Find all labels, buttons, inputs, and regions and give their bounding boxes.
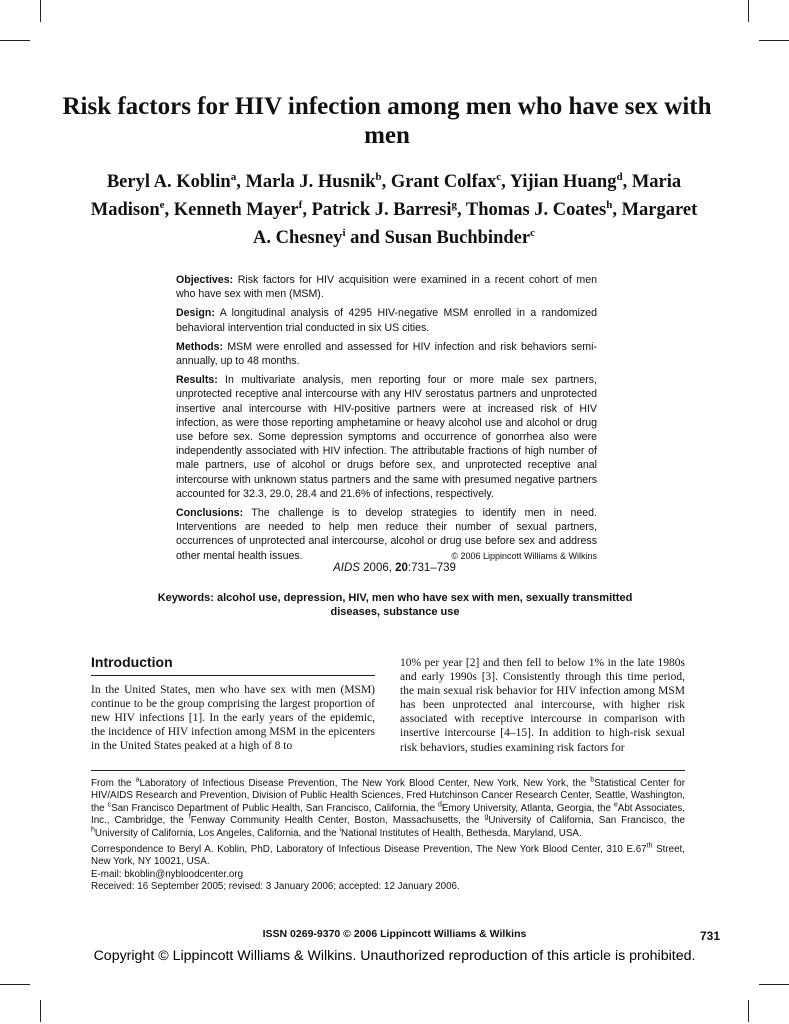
author: Kenneth Mayer$^f$, — [173, 198, 312, 220]
section-heading-introduction: Introduction — [91, 654, 173, 670]
author: Maria Madison$^e$, — [90, 172, 682, 220]
affiliations: From the $^a$Laboratory of Infectious Disease Prevention, The New York Blood Center, New York, New York, the $^b$Statistical Center for HIV/AIDS Research and Prevention, Division of Public Health Sciences, Fred Hutchinson Cancer Research Center, Seattle, Washington, the $^c$San Francisco Department of Public Health, San Francisco, California, the $^d$Emory University, Atlanta, Georgia, the $^e$Abt Associates, Inc., Cambridge, the $^f$Fenway Community Health Center, Boston, Massachusetts, the $^g$University of California, San Francisco, the $^h$University of California, Los Angeles, California, and the $^i$National Institutes of Health, Bethesda, Maryland, USA. — [91, 776, 685, 839]
body-text-left-column: In the United States, men who have sex with men (MSM) continue to be the group comprising the largest proportion of new HIV infections [1]. In the early years of the epidemic, the incidence of HIV infection among MSM in the epicenters in the United States peaked at a high of 8 to — [91, 684, 375, 753]
crop-mark — [40, 0, 41, 22]
crop-mark — [759, 40, 789, 41]
crop-mark — [40, 1000, 41, 1022]
crop-mark — [748, 0, 749, 22]
correspondence: Correspondence to Beryl A. Koblin, PhD, Laboratory of Infectious Disease Prevention, The New York Blood Center, 310 E.67th Street, New York, NY 10021, USA. E-mail: bkoblin@nybloodcenter.org Received: 16 September 2005; revised: 3 January 2006; accepted: 12 January 2006. — [91, 842, 685, 893]
abstract-methods: Methods: MSM were enrolled and assessed for HIV infection and risk behaviors semi-annually, up to 48 months. — [176, 340, 597, 368]
abstract-conclusions: Conclusions: The challenge is to develop strategies to identify men in need. Interventions are needed to help men reduce their number of sexual partners, occurrences of unprotected anal intercourse, alcohol or drug use before sex and address other mental health issues. © 2006 Lippincott Williams & Wilkins — [176, 507, 597, 562]
keywords: Keywords: alcohol use, depression, HIV, men who have sex with men, sexually transmitted diseases, substance use — [157, 592, 633, 618]
email-link[interactable]: E-mail: bkoblin@nybloodcenter.org — [91, 868, 244, 880]
body-text-right-column: 10% per year [2] and then fell to below 1% in the late 1980s and early 1990s [3]. Consistently through this time period, the main sexual risk behavior for HIV infection among MSM has been unprotected anal intercourse, with higher risk associated with receptive intercourse in comparison with insertive intercourse [4–15]. In addition to high-risk sexual risk behaviors, studies examining risk factors for — [400, 657, 685, 754]
abstract-results: Results: In multivariate analysis, men reporting four or more male sex partners, unprotected receptive anal intercourse with any HIV serostatus partners and unprotected insertive anal intercourse with HIV-positive partners were at increased risk of HIV infection, as were those reporting amphetamine or heavy alcohol use and alcohol or drug use before sex. Some depression symptoms and occurrence of gonorrhea also were independently associated with HIV infection. The attributable fractions of high number of male partners, use of alcohol or drugs before sex, and unprotected receptive anal intercourse with unknown status partners and the same with presumed negative partners accounted for 32.3, 29.0, 28.4 and 21.6% of infections, respectively. — [176, 374, 597, 500]
footnotes — [91, 778, 685, 898]
author: Thomas J. Coates$^h$, — [465, 198, 622, 220]
section-rule — [91, 675, 375, 676]
author: Marla J. Husnik$^b$, — [245, 170, 391, 192]
abstract — [176, 273, 597, 568]
abstract-copyright: © 2006 Lippincott Williams & Wilkins — [451, 550, 597, 561]
received-dates: Received: 16 September 2005; revised: 3 January 2006; accepted: 12 January 2006. — [91, 881, 460, 893]
author: Yijian Huang$^d$, — [509, 170, 632, 192]
crop-mark — [748, 1000, 749, 1022]
crop-mark — [0, 40, 30, 41]
crop-mark — [759, 984, 789, 985]
journal-citation: AIDS 2006, 20:731–739 — [333, 562, 456, 574]
footnote-rule — [91, 770, 685, 771]
author: Patrick J. Barresi$^g$, — [311, 198, 466, 220]
abstract-design: Design: A longitudinal analysis of 4295 HIV-negative MSM enrolled in a randomized behavioral intervention trial conducted in six US cities. — [176, 307, 598, 334]
page-title: Risk factors for HIV infection among men who have sex with men — [62, 93, 712, 149]
issn-line: ISSN 0269-9370 © 2006 Lippincott Williams & Wilkins — [262, 928, 527, 940]
page-number: 731 — [700, 929, 721, 943]
author: Margaret A. Chesney$^i$ and — [253, 200, 698, 248]
abstract-objectives: Objectives: Risk factors for HIV acquisition were examined in a recent cohort of men who have sex with men (MSM). — [176, 274, 597, 301]
author: Beryl A. Koblin$^a$, — [106, 170, 246, 192]
copyright-notice: Copyright © Lippincott Williams & Wilkins. Unauthorized reproduction of this article is prohibited. — [93, 948, 696, 964]
crop-mark — [0, 984, 30, 985]
author: Susan Buchbinder$^c$ — [384, 226, 535, 248]
author: Grant Colfax$^c$, — [390, 170, 510, 192]
author-list — [88, 168, 700, 252]
